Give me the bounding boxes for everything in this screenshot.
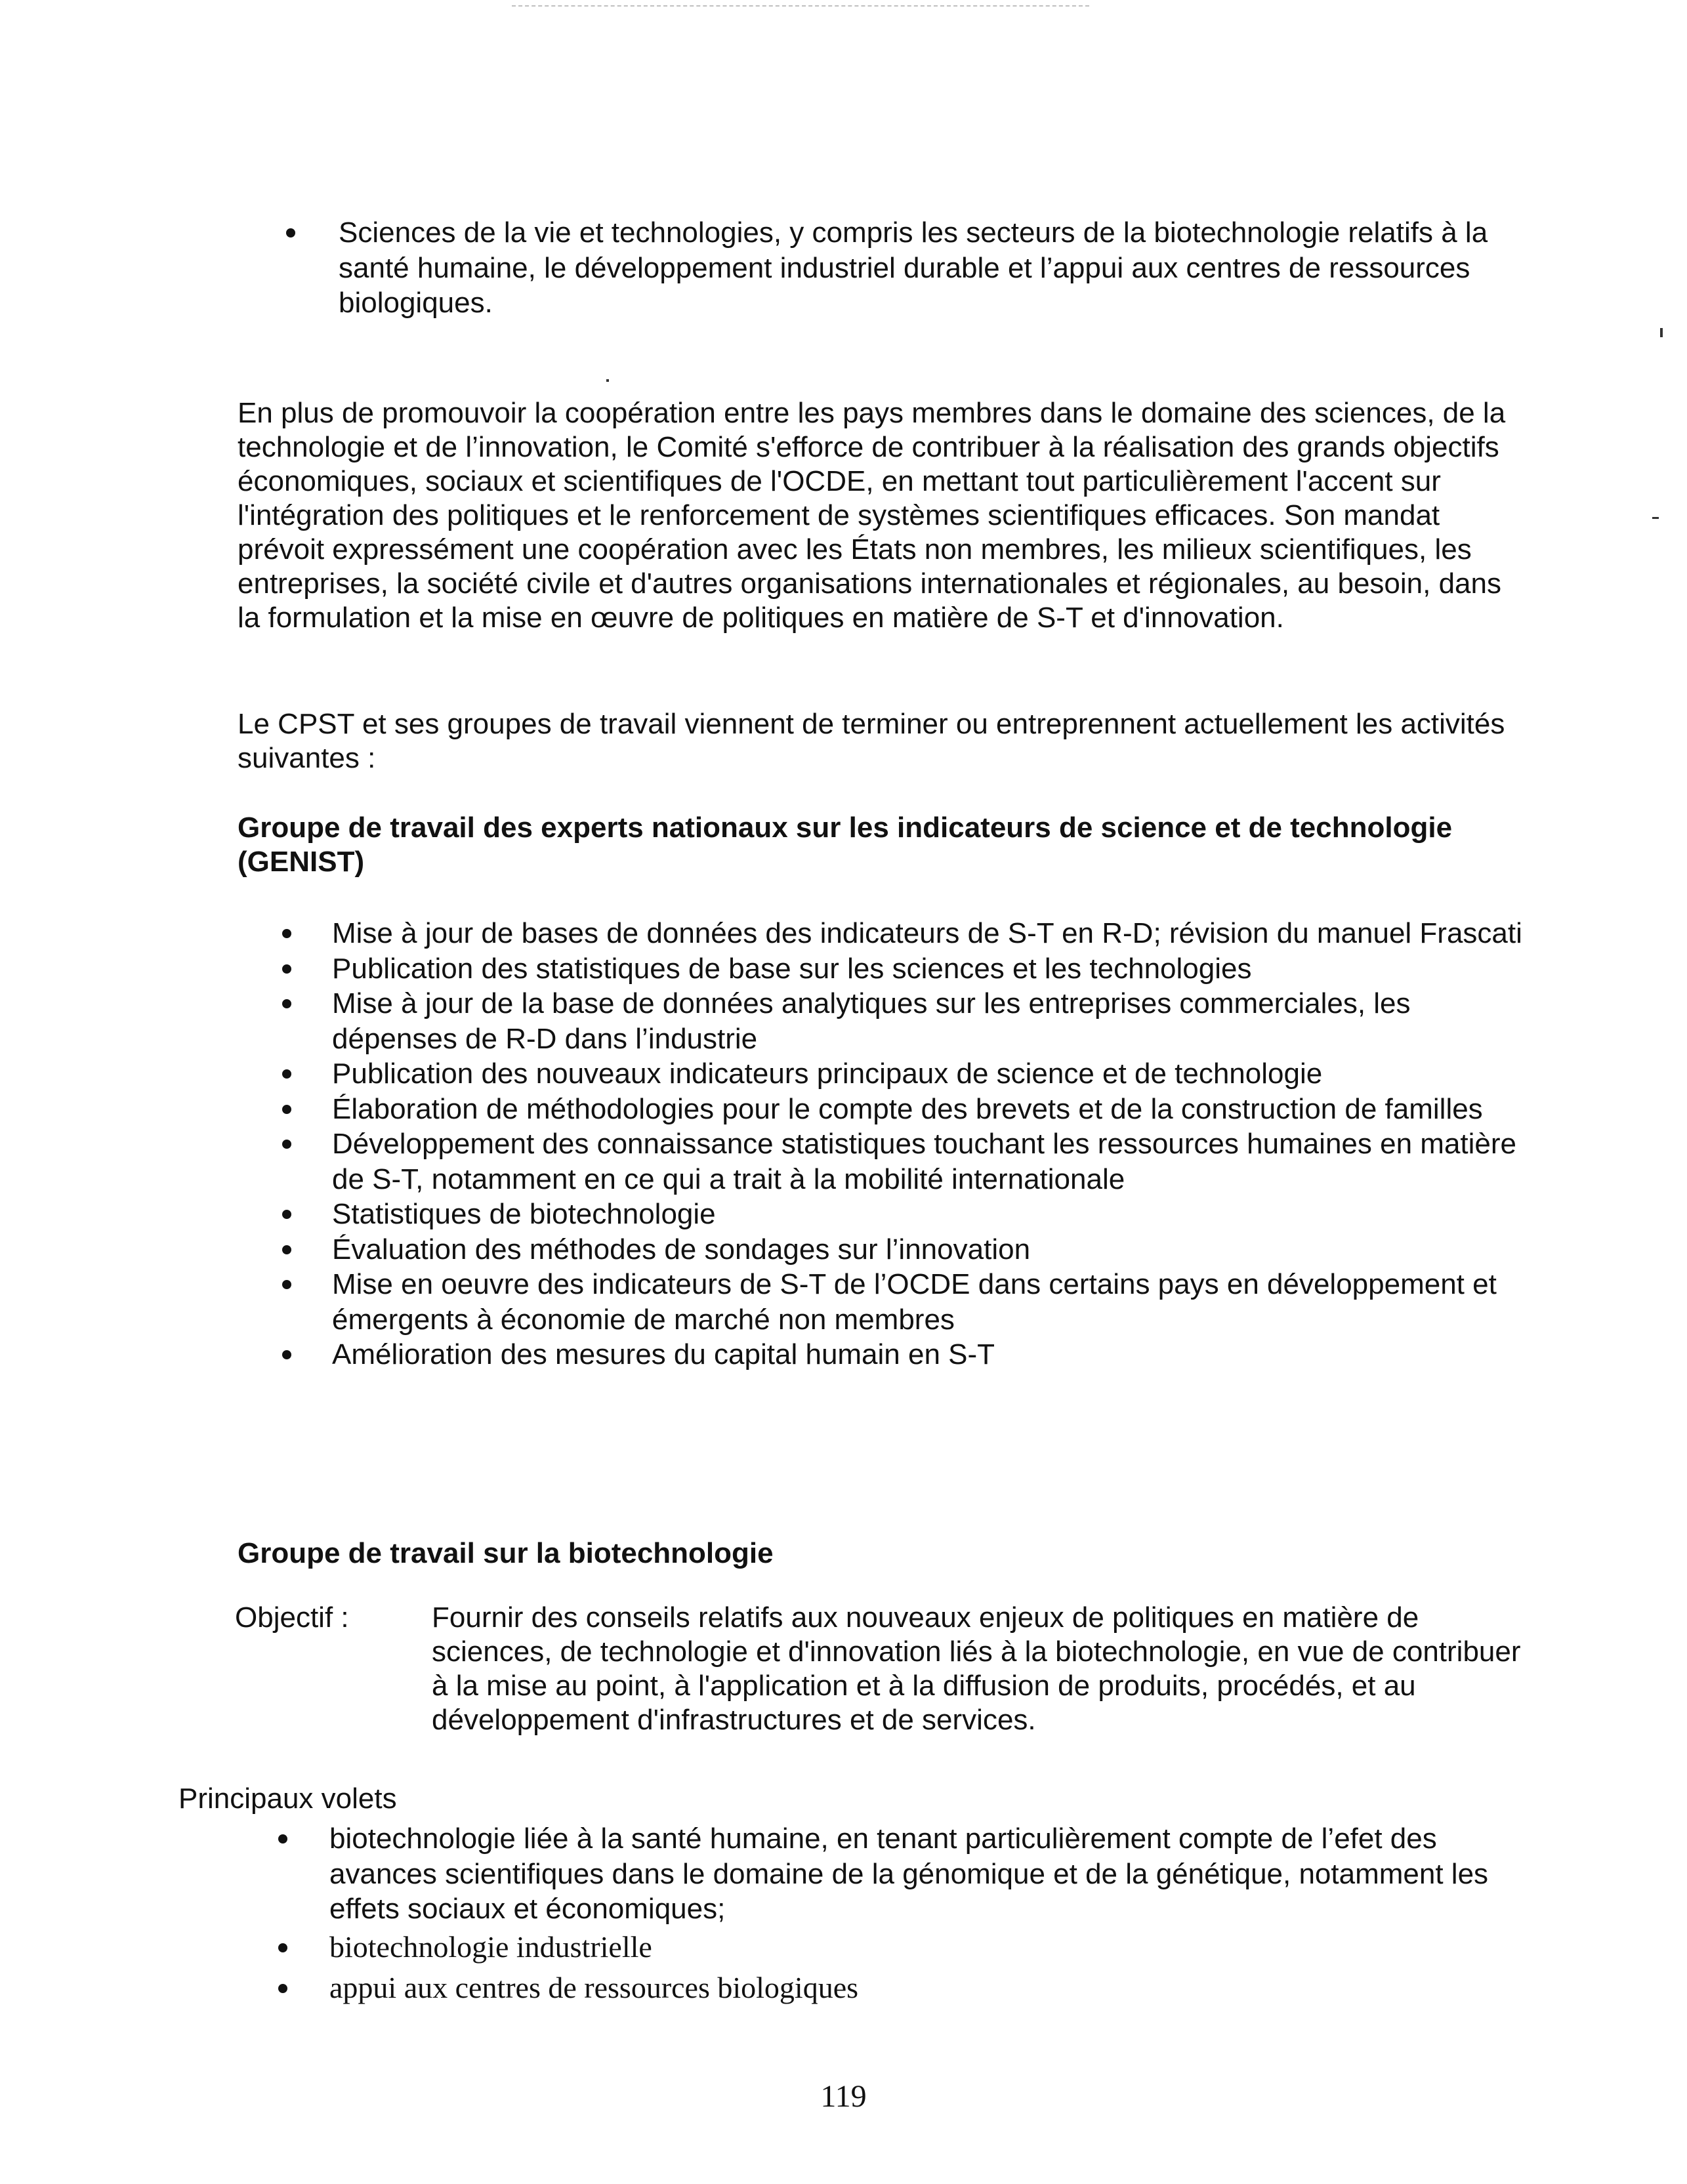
bullet-icon [282, 929, 291, 938]
list-item-text: Évaluation des méthodes de sondages sur l’innovation [332, 1233, 1031, 1266]
list-item-text: Mise à jour de bases de données des indicateurs de S-T en R-D; révision du manuel Frascati [332, 917, 1522, 949]
list-item [282, 1197, 1542, 1232]
objectif-text: Fournir des conseils relatifs aux nouveaux enjeux de politiques en matière de sciences, de technologie et d'innovation liés à la biotechnologie, en vue de contribuer à la mise au point, à l'application et à la diffusion de produits, procédés, et au développement d'infrastructures et de services. [432, 1601, 1521, 1736]
list-item [282, 951, 1542, 987]
scan-top-rule [512, 5, 1089, 7]
bullet-icon [282, 1140, 291, 1149]
list-item [282, 1232, 1542, 1267]
cpst-paragraph: Le CPST et ses groupes de travail viennent de terminer ou entreprennent actuellement les activités suivantes : [238, 708, 1505, 774]
scan-speck [1660, 328, 1663, 337]
volets-label: Principaux volets [178, 1782, 397, 1815]
list-item-text: Sciences de la vie et technologies, y compris les secteurs de la biotechnologie relatifs à la santé humaine, le développement industriel durable et l’appui aux centres de ressources biologiques. [339, 216, 1488, 319]
bullet-icon [278, 1943, 287, 1952]
list-item [276, 1821, 1535, 1927]
list-item [282, 1267, 1542, 1337]
list-item [282, 1056, 1542, 1092]
list-item [282, 1337, 1542, 1372]
list-item-text: Mise en oeuvre des indicateurs de S-T de l’OCDE dans certains pays en développement et émergents à économie de marché non membres [332, 1268, 1497, 1336]
list-item-text: Publication des statistiques de base sur les sciences et les technologies [332, 952, 1252, 985]
list-item [282, 986, 1542, 1056]
list-item-text: Amélioration des mesures du capital humain en S-T [332, 1338, 995, 1370]
scan-speck [1652, 517, 1659, 519]
bullet-icon [282, 1245, 291, 1254]
bullet-icon [278, 1834, 287, 1844]
list-item [276, 1968, 1535, 2008]
list-item-text: Statistiques de biotechnologie [332, 1198, 716, 1230]
bullet-icon [282, 1350, 291, 1359]
volets-list [276, 1821, 1535, 2008]
bullet-icon [282, 999, 291, 1008]
bullet-icon [282, 1105, 291, 1114]
bullet-icon [282, 964, 291, 974]
list-item-text: Mise à jour de la base de données analytiques sur les entreprises commerciales, les dépenses de R-D dans l’industrie [332, 987, 1411, 1055]
list-item-text: Développement des connaissance statistiques touchant les ressources humaines en matière de S-T, notamment en ce qui a trait à la mobilité internationale [332, 1128, 1517, 1195]
list-item [282, 1126, 1542, 1197]
bullet-icon [286, 228, 295, 237]
scan-speck [606, 379, 609, 382]
list-item [286, 215, 1539, 321]
bullet-icon [278, 1984, 287, 1993]
objectif-label: Objectif : [235, 1601, 349, 1634]
list-item [276, 1927, 1535, 1968]
genist-activity-list [282, 916, 1542, 1372]
list-item-text: Publication des nouveaux indicateurs principaux de science et de technologie [332, 1058, 1323, 1090]
page-number: 119 [820, 2079, 867, 2114]
top-bullet-list [286, 215, 1539, 321]
list-item-text: Élaboration de méthodologies pour le compte des brevets et de la construction de familles [332, 1092, 1483, 1125]
list-item [282, 1092, 1542, 1127]
bullet-icon [282, 1280, 291, 1289]
biotech-heading: Groupe de travail sur la biotechnologie [238, 1537, 774, 1569]
list-item [282, 916, 1542, 951]
list-item-text: biotechnologie liée à la santé humaine, en tenant particulièrement compte de l’efet des avances scientifiques dans le domaine de la génomique et de la génétique, notamment les effets sociaux et économiques; [329, 1823, 1489, 1925]
list-item-text: biotechnologie industrielle [329, 1929, 652, 1964]
list-item-text: appui aux centres de ressources biologiques [329, 1970, 859, 2004]
genist-heading: Groupe de travail des experts nationaux sur les indicateurs de science et de technologie (GENIST) [238, 812, 1453, 878]
intro-paragraph: En plus de promouvoir la coopération entre les pays membres dans le domaine des sciences, de la technologie et de l’innovation, le Comité s'efforce de contribuer à la réalisation des grands objectifs économiques, sociaux et scientifiques de l'OCDE, en mettant tout particulièrement l'accent sur l'intégration des politiques et le renforcement de systèmes scientifiques efficaces. Son mandat prévoit expressément une coopération avec les États non membres, les milieux scientifiques, les entreprises, la société civile et d'autres organisations internationales et régionales, au besoin, dans la formulation et la mise en œuvre de politiques en matière de S-T et d'innovation. [238, 397, 1506, 634]
bullet-icon [282, 1069, 291, 1079]
bullet-icon [282, 1210, 291, 1219]
